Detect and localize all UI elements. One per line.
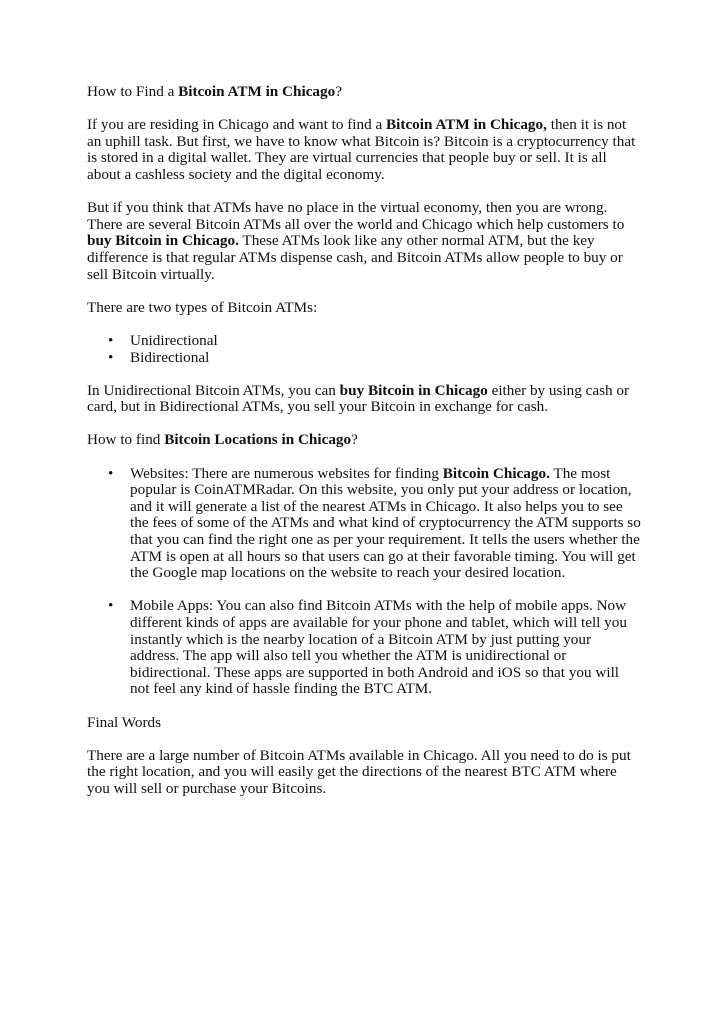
paragraph-text-end: then it is not an uphill task. But first, we have to know what Bitcoin is? Bitcoin is a cryptocurrency that is stored in a digital wallet. They are virtual currencies that people buy or sell. It is all about a cashless society and the digital economy.	[87, 116, 636, 183]
heading-bold-text: Bitcoin ATM in Chicago	[178, 83, 336, 100]
paragraph-bold-text: buy Bitcoin in Chicago	[339, 381, 488, 399]
paragraph-bold-text: buy Bitcoin in Chicago.	[87, 232, 239, 250]
paragraph-text-end: These ATMs look like any other normal ATM, but the key difference is that regular ATMs dispense cash, and Bitcoin ATMs allow people to buy or sell Bitcoin virtually.	[87, 232, 623, 283]
heading-text-end: ?	[335, 83, 342, 100]
document-page	[87, 84, 642, 814]
heading-find-bitcoin-atm	[87, 84, 642, 101]
conclusion-paragraph: There are a large number of Bitcoin ATMs available in Chicago. All you need to do is put the right location, and you will easily get the directions of the nearest BTC ATM where you will sell or purchase your Bitcoins.	[87, 746, 631, 797]
paragraph-text: In Unidirectional Bitcoin ATMs, you can	[87, 381, 340, 399]
virtual-economy-paragraph	[87, 200, 642, 283]
atm-types-list	[87, 333, 642, 366]
paragraph-text: If you are residing in Chicago and want to find a	[87, 116, 387, 134]
atm-types-paragraph	[87, 383, 642, 416]
list-item-text: Websites: There are numerous websites for finding	[130, 464, 443, 482]
intro-paragraph	[87, 117, 642, 183]
heading-text: How to Find a	[87, 83, 179, 100]
heading-bold-text: Bitcoin Locations in Chicago	[164, 431, 352, 449]
list-item-text-end: The most popular is CoinATMRadar. On this website, you only put your address or location, and it will generate a list of the nearest ATMs in Chicago. It also helps you to see the fees of some of the ATMs and what kind of cryptocurrency the ATM supports so that you can find the right one as per your requirement. It tells the users whether the ATM is open at all hours so that users can go at their favorable timing. You will get the Google map locations on the website to reach your desired location.	[130, 464, 641, 582]
list-item-mobile-apps: • Mobile Apps: You can also find Bitcoin ATMs with the help of mobile apps. Now different kinds of apps are available for your phone and tablet, which will tell you instantly which is the nearby location of a Bitcoin ATM by just putting your address. The app will also tell you whether the ATM is unidirectional or bidirectional. These apps are supported in both Android and iOS so that you will not feel any kind of hassle finding the BTC ATM.	[130, 598, 642, 698]
heading-text: How to find	[87, 431, 165, 449]
heading-text-end: ?	[351, 431, 358, 449]
heading-find-locations	[87, 432, 642, 449]
atm-types-intro: There are two types of Bitcoin ATMs:	[87, 298, 318, 316]
paragraph-text: But if you think that ATMs have no place in the virtual economy, then you are wrong. There are several Bitcoin ATMs all over the world and Chicago which help customers to	[87, 199, 625, 233]
finding-methods-list	[87, 466, 642, 698]
list-item-bold-text: Bitcoin Chicago.	[442, 464, 550, 482]
list-item-unidirectional: • Unidirectional	[130, 333, 642, 350]
paragraph-bold-text: Bitcoin ATM in Chicago,	[386, 116, 547, 134]
heading-final-words: Final Words	[87, 713, 162, 731]
paragraph-text-end: either by using cash or card, but in Bidirectional ATMs, you sell your Bitcoin in exchange for cash.	[87, 381, 630, 416]
list-item-websites	[130, 466, 642, 582]
list-item-bidirectional: • Bidirectional	[130, 350, 642, 367]
